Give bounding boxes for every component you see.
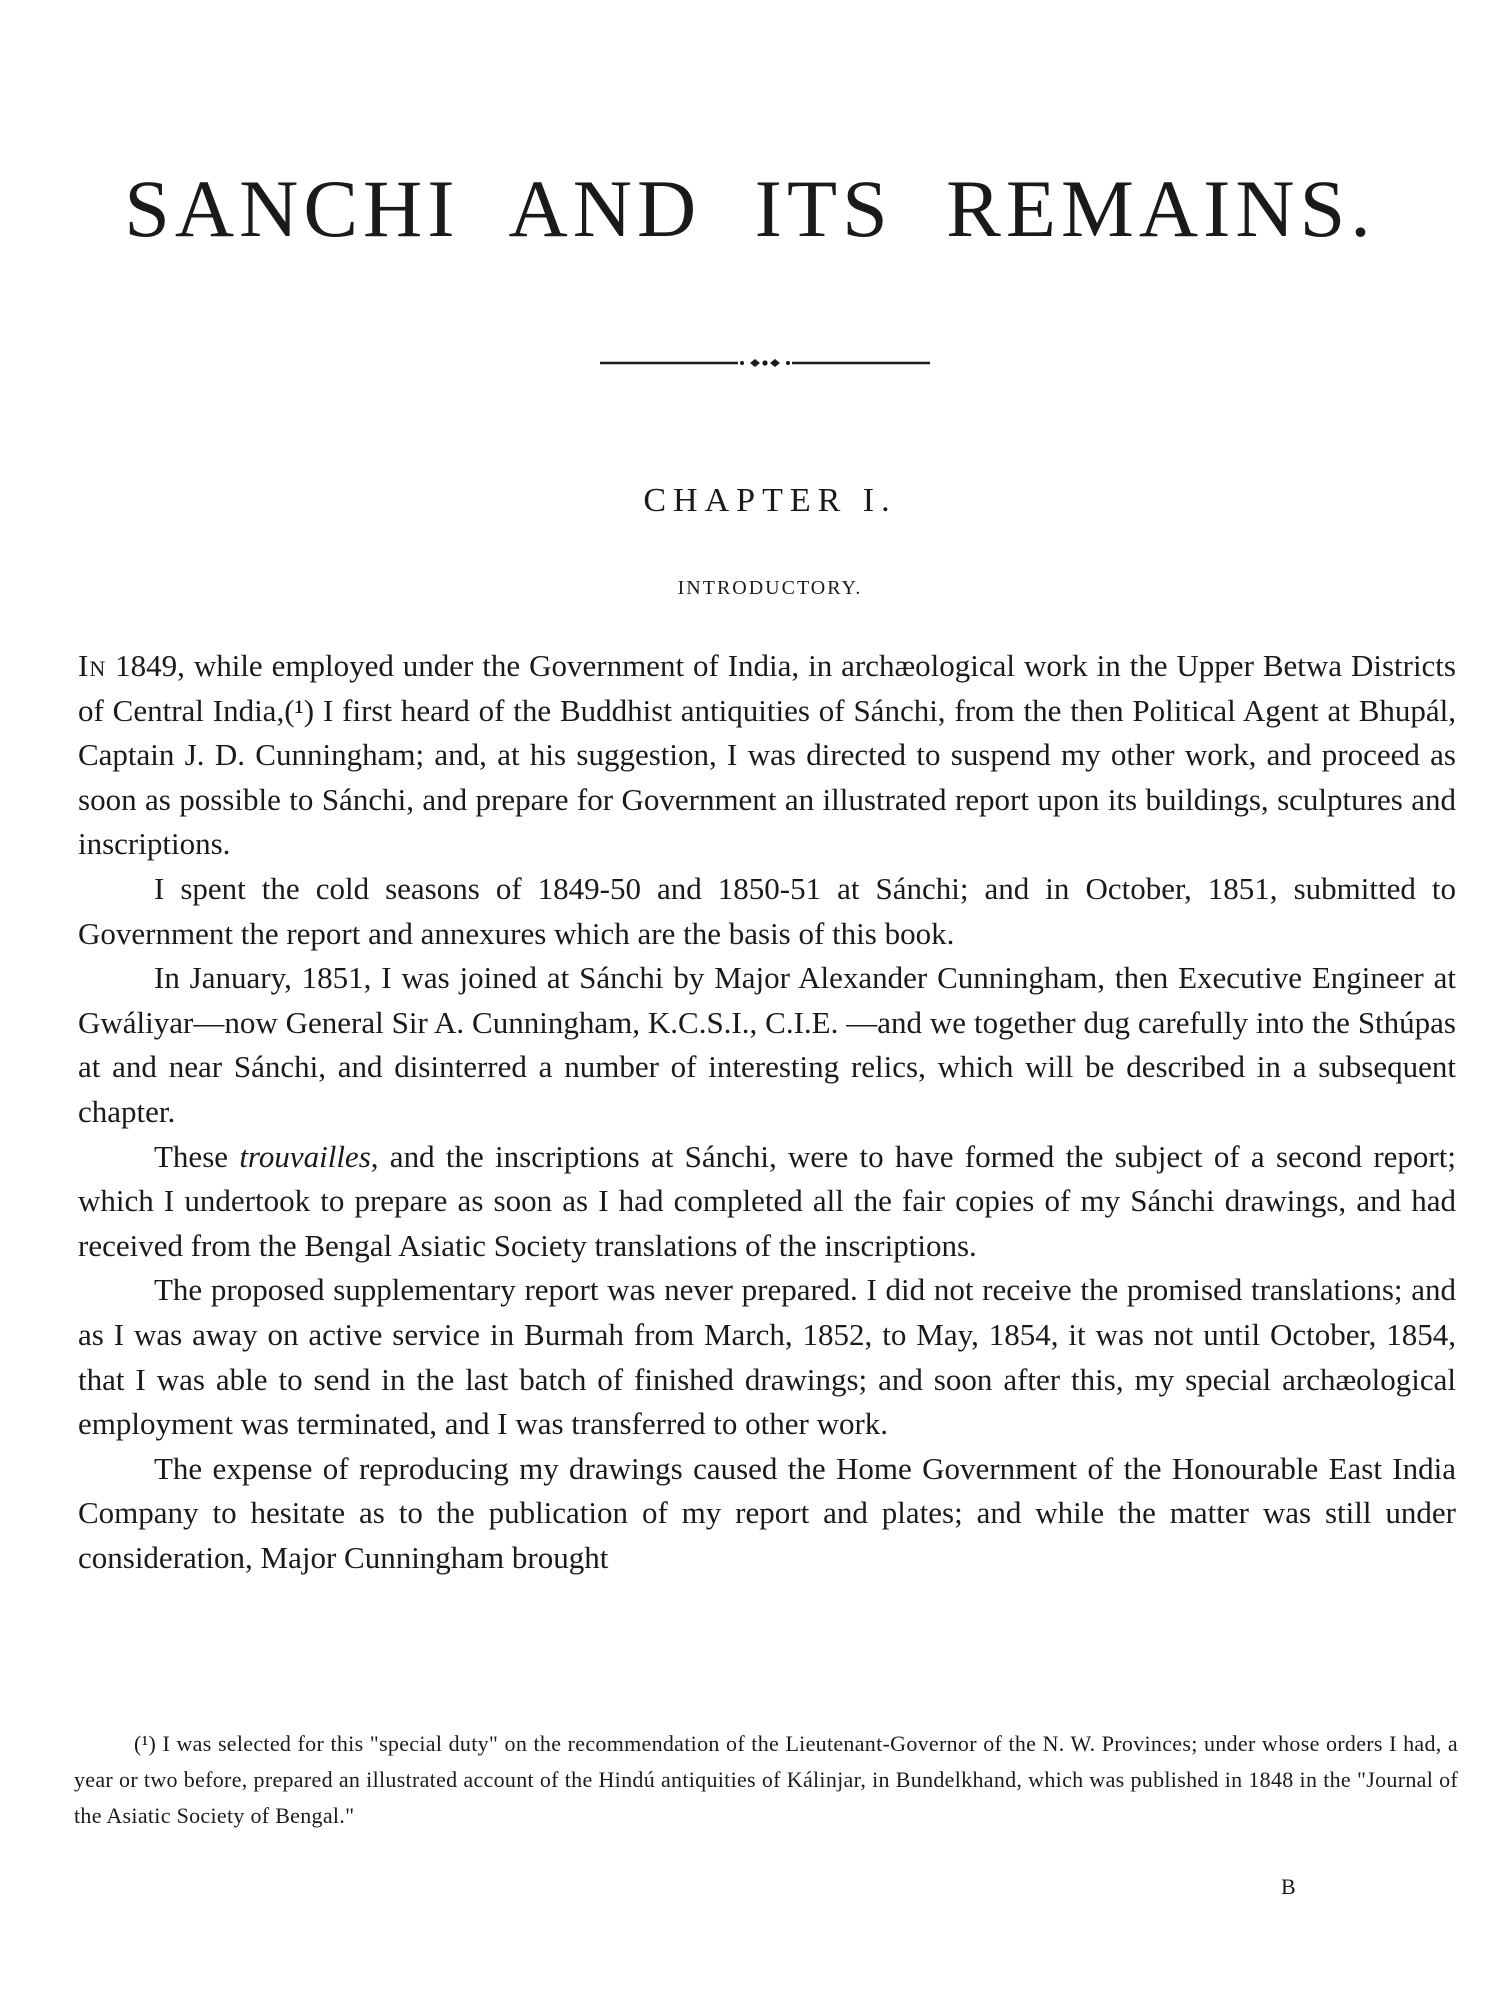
paragraph-text: 1849, while employed under the Government of India, in archæological work in the Upper Betwa Districts of Central India,(¹) I first heard of the Buddhist antiquities of Sánchi, from the then Political Agent at Bhupál, Captain J. D. Cunningham; and, at his suggestion, I was directed to suspend my other work, and proceed as soon as possible to Sánchi, and prepare for Government an illustrated report upon its buildings, sculptures and inscriptions. bbox=[78, 648, 1456, 862]
paragraph: The proposed supplementary report was never prepared. I did not receive the promised translations; and as I was away on active service in Burmah from March, 1852, to May, 1854, it was not until October, 1854, that I was able to send in the last batch of finished drawings; and soon after this, my special archæological employment was terminated, and I was transferred to other work. bbox=[78, 1272, 1456, 1442]
body-text bbox=[78, 644, 1456, 1580]
paragraph-text: , and the inscriptions at Sánchi, were to have formed the subject of a second report; which I undertook to prepare as soon as I had completed all the fair copies of my Sánchi drawings, and had received from the Bengal Asiatic Society translations of the inscriptions. bbox=[78, 1138, 1456, 1263]
paragraph: The expense of reproducing my drawings caused the Home Government of the Honourable East India Company to hesitate as to the publication of my report and plates; and while the matter was still under consideration, Major Cunningham brought bbox=[78, 1450, 1456, 1575]
signature-mark: B bbox=[1281, 1874, 1296, 1899]
paragraph-text: These bbox=[154, 1138, 240, 1174]
paragraph bbox=[78, 1135, 1456, 1269]
paragraph bbox=[78, 644, 1456, 867]
italic-term: trouvailles bbox=[239, 1138, 371, 1174]
footnote: (¹) I was selected for this "special duty" on the recommendation of the Lieutenant-Governor of the N. W. Provinces; under whose orders I had, a year or two before, prepared an illustrated account of the Hindú antiquities of Kálinjar, in Bundelkhand, which was published in 1848 in the "Journal of the Asiatic Society of Bengal." bbox=[74, 1731, 1458, 1828]
paragraph: I spent the cold seasons of 1849-50 and 1850-51 at Sánchi; and in October, 1851, submitted to Government the report and annexures which are the basis of this book. bbox=[78, 870, 1456, 951]
paragraph-lead-word: In bbox=[78, 648, 107, 683]
chapter-heading: CHAPTER I. bbox=[643, 482, 897, 519]
paragraph: In January, 1851, I was joined at Sánchi by Major Alexander Cunningham, then Executive Engineer at Gwáliyar—now General Sir A. Cunningham, K.C.S.I., C.I.E. —and we together dug carefully into the Sthúpas at and near Sánchi, and disinterred a number of interesting relics, which will be described in a subsequent chapter. bbox=[78, 960, 1456, 1129]
divider-ornament-icon bbox=[600, 350, 930, 376]
page-title: SANCHI AND ITS REMAINS. bbox=[124, 163, 1376, 254]
chapter-subheading: INTRODUCTORY. bbox=[677, 577, 863, 599]
